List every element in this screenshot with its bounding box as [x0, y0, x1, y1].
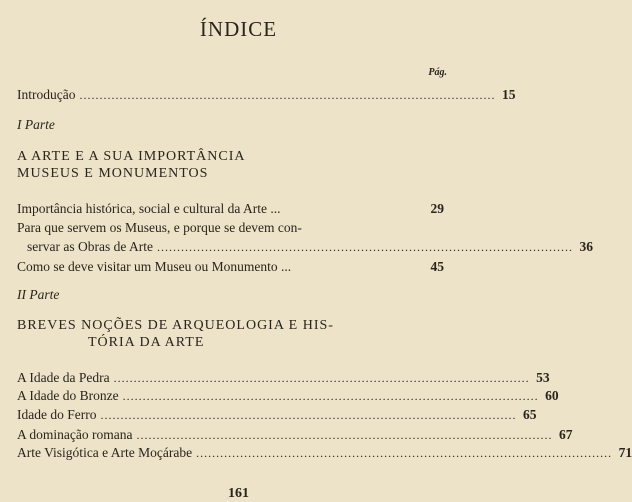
part-label-2: II Parte	[17, 287, 60, 302]
page-column-label: Pág.	[428, 67, 447, 78]
toc-entry	[17, 444, 632, 462]
leader-dots: ........................................................................................................	[100, 408, 517, 422]
toc-entry-label: A Idade do Bronze	[17, 388, 119, 403]
section-heading-2-line1: BREVES NOÇÕES DE ARQUEOLOGIA E HIS-	[17, 318, 334, 333]
leader-dots: ........................................................................................................	[113, 371, 530, 385]
toc-entry-label: Idade do Ferro	[17, 407, 97, 422]
toc-entry-page: 45	[430, 259, 444, 274]
toc-entry	[17, 258, 444, 275]
toc-entry	[17, 200, 444, 217]
page-number: 161	[228, 486, 249, 501]
toc-entry-label-line1: Para que servem os Museus, e porque se devem con-	[17, 220, 302, 235]
toc-entry	[17, 426, 573, 444]
toc-entry-label: Introdução	[17, 87, 76, 102]
toc-entry	[17, 387, 559, 405]
toc-entry-label: A Idade da Pedra	[17, 370, 110, 385]
section-heading-1-line2: MUSEUS E MONUMENTOS	[17, 166, 209, 181]
part-label-1: I Parte	[17, 117, 55, 132]
toc-entry	[17, 406, 537, 424]
toc-entry-page: 29	[430, 201, 444, 216]
toc-entry-label: Importância histórica, social e cultural da Arte ...	[17, 201, 281, 216]
toc-entry	[27, 238, 593, 256]
section-heading-1-line1: A ARTE E A SUA IMPORTÂNCIA	[17, 149, 246, 164]
leader-dots: ........................................................................................................	[196, 446, 613, 460]
leader-dots: ........................................................................................................	[156, 240, 573, 254]
toc-entry-page: 65	[522, 407, 537, 422]
leader-dots: ........................................................................................................	[136, 428, 553, 442]
section-heading-2-line2: TÓRIA DA ARTE	[88, 335, 205, 350]
toc-entry-introduction	[17, 86, 516, 104]
leader-dots: ........................................................................................................	[122, 389, 539, 403]
toc-entry-page: 60	[545, 388, 559, 403]
toc-entry	[17, 369, 550, 387]
toc-entry-label: Arte Visigótica e Arte Moçárabe	[17, 445, 193, 460]
toc-entry-page: 67	[558, 427, 573, 442]
toc-entry-page: 71	[618, 445, 632, 460]
toc-entry-page: 36	[579, 239, 593, 254]
toc-entry-label: servar as Obras de Arte	[27, 239, 153, 254]
toc-entry-page: 53	[536, 370, 550, 385]
toc-entry-label: A dominação romana	[17, 427, 133, 442]
toc-entry-page: 15	[501, 87, 516, 102]
toc-entry-label: Como se deve visitar um Museu ou Monumento ...	[17, 259, 292, 274]
page-title: ÍNDICE	[199, 17, 278, 41]
leader-dots: ........................................................................................................	[79, 88, 496, 102]
